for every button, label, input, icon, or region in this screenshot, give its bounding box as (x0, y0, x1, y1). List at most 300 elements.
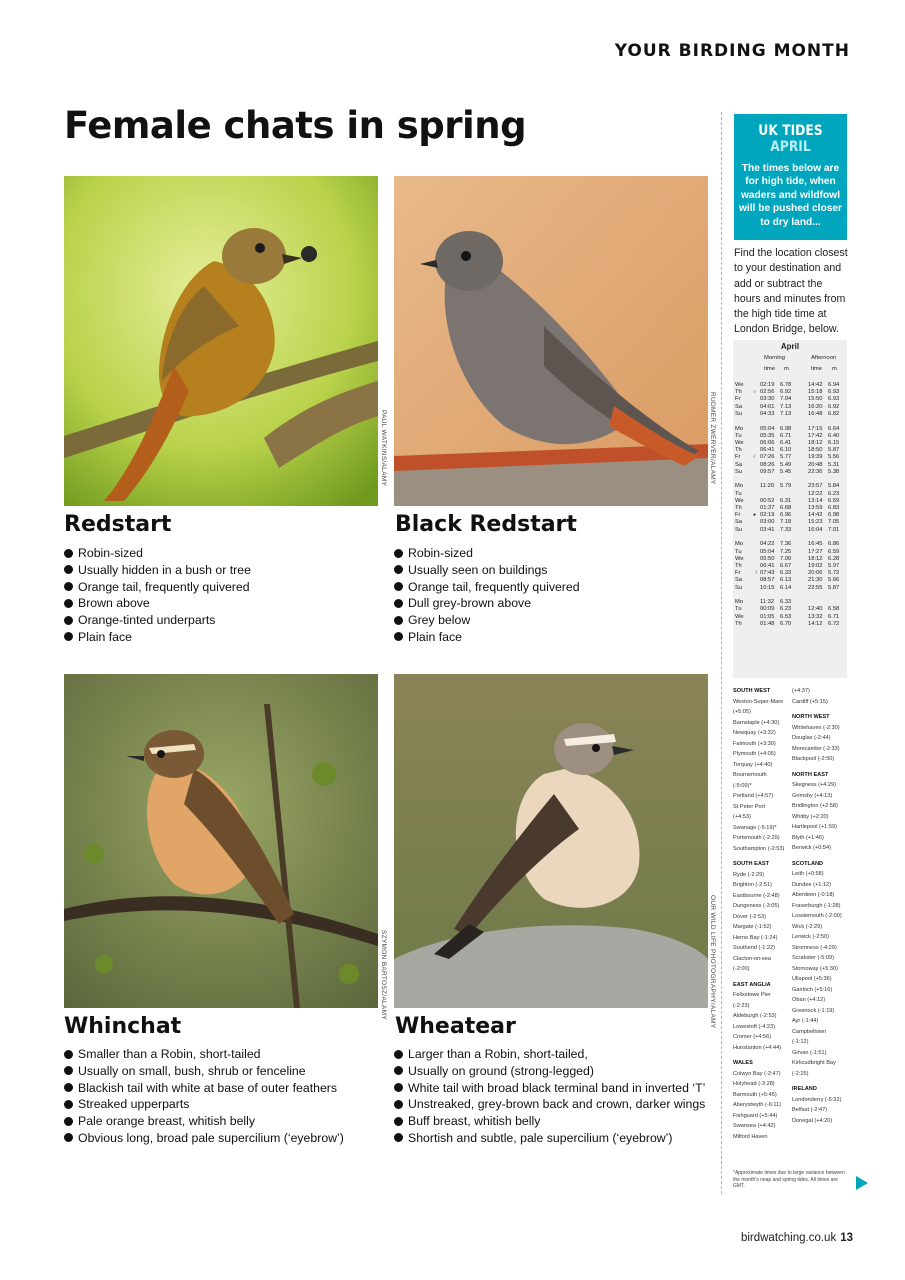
fact-item: White tail with broad black terminal band in inverted ‘T’ (394, 1080, 705, 1097)
tide-afternoon-time: 22:36 (808, 468, 823, 475)
tide-row (733, 556, 847, 563)
tide-afternoon-height: 5.72 (828, 570, 840, 577)
tide-afternoon-height: 6.58 (828, 606, 840, 613)
fact-item: Unstreaked, grey-brown back and crown, darker wings (394, 1096, 705, 1113)
region-heading: NORTH EAST (792, 771, 829, 778)
tide-morning-height: 6.53 (780, 613, 792, 620)
location-item: Brighton (-2:51) (733, 882, 772, 888)
fact-item: Orange tail, frequently quivered (394, 579, 580, 596)
photo-credit: OUR WILD LIFE PHOTOGRAPHY/ALAMY (709, 895, 716, 1029)
tide-day: Sa (735, 461, 743, 468)
black-redstart-photo (394, 176, 708, 506)
location-item: Swansea (+4:42) (733, 1123, 776, 1129)
location-item: Ryde (-2:29) (733, 871, 765, 878)
tide-table-title: April (780, 342, 800, 351)
tide-row (733, 621, 847, 628)
location-item: Whitehaven (-2:30) (792, 724, 840, 731)
location-item: Plymouth (+4:05) (733, 751, 776, 757)
tide-afternoon-height: 5.38 (828, 468, 840, 475)
tide-afternoon-height: 6.83 (828, 505, 840, 511)
tide-afternoon-time: 13:32 (808, 613, 823, 620)
fact-item: Shortish and subtle, pale supercilium (‘eyebrow’) (394, 1130, 705, 1147)
location-item: Southampton (-2:53) (733, 845, 785, 852)
tides-title: UK TIDES (758, 123, 823, 139)
tide-row (733, 382, 847, 389)
location-item: Aldeburgh (-2:53) (733, 1013, 777, 1019)
whinchat-photo (64, 674, 378, 1008)
location-item: (+4:37) (792, 688, 810, 694)
location-item: (-5:09)* (733, 782, 752, 789)
tide-morning-time: 01:05 (760, 613, 775, 620)
tide-row (733, 469, 847, 476)
tide-row (733, 462, 847, 469)
location-item: Southend (-1:22) (733, 945, 775, 951)
location-item: Eastbourne (-2:48) (733, 892, 780, 899)
tide-morning-height: 6.67 (780, 562, 792, 569)
tide-morning-height: 7.13 (780, 403, 792, 410)
location-item: Milford Haven (733, 1133, 768, 1140)
tide-afternoon-time: 13:14 (808, 497, 823, 504)
moon-phase-icon: ☽ (753, 570, 758, 577)
tide-afternoon-time: 15:23 (808, 519, 823, 526)
tide-day: Fr (735, 512, 741, 519)
tide-afternoon-height: 7.01 (828, 526, 840, 533)
tide-afternoon-height: 6.98 (828, 512, 840, 519)
location-item: Greenock (-1:19) (792, 1007, 835, 1014)
tide-day: Tu (735, 432, 742, 439)
region-heading: IRELAND (792, 1086, 817, 1092)
fact-item: Usually on small, bush, shrub or fenceline (64, 1063, 344, 1080)
location-item: Blackpool (-2:50) (792, 756, 835, 762)
morning-label: Morning (764, 355, 785, 361)
tide-morning-time: 02:56 (760, 389, 775, 396)
tide-afternoon-time: 16:04 (808, 526, 823, 533)
location-item: Douglas (-2:44) (792, 735, 831, 741)
tide-row (733, 614, 847, 621)
location-item: Wick (-2:29) (792, 923, 823, 930)
tide-morning-height: 5.77 (780, 454, 792, 461)
tide-day: Fr (735, 454, 741, 461)
location-item: Lowestoft (-4:23) (733, 1023, 775, 1030)
tide-morning-time: 11:32 (760, 599, 775, 606)
moon-phase-icon: ☾ (753, 454, 758, 461)
tide-day: Su (735, 526, 743, 533)
tide-morning-height: 6.14 (780, 584, 792, 591)
tide-afternoon-height: 6.94 (828, 382, 840, 388)
tide-row (733, 505, 847, 512)
tide-morning-height: 5.45 (780, 468, 792, 475)
location-item: Belfast (-2:47) (792, 1107, 828, 1113)
location-item: Donegal (+4:20) (792, 1117, 833, 1124)
tide-morning-time: 09:57 (760, 468, 775, 475)
tide-afternoon-time: 23:57 (808, 483, 823, 490)
tide-row (733, 577, 847, 584)
tide-day: Tu (735, 548, 742, 555)
tide-afternoon-time: 17:42 (808, 432, 823, 439)
tide-morning-height: 6.41 (780, 439, 792, 446)
location-item: Skegness (+4:29) (792, 782, 836, 788)
tide-row (733, 396, 847, 403)
tide-day: Fr (735, 396, 741, 403)
tide-afternoon-time: 18:12 (808, 555, 823, 562)
location-item: Grimsby (+4:13) (792, 792, 833, 799)
tide-morning-height: 6.96 (780, 512, 792, 519)
location-item: Londonderry (-5:32) (792, 1096, 842, 1103)
time-label: time (811, 366, 822, 372)
tide-morning-time: 00:52 (760, 497, 775, 504)
tide-morning-time: 05:50 (760, 555, 775, 562)
tide-afternoon-height: 6.71 (828, 613, 840, 620)
tide-morning-time: 04:22 (760, 541, 775, 548)
page-title: Female chats in spring (64, 104, 527, 147)
tide-afternoon-height: 5.56 (828, 454, 840, 461)
m-label: m (832, 366, 837, 372)
region-heading: WALES (733, 1060, 753, 1066)
location-item: Newquay (+3:32) (733, 730, 776, 736)
tide-day: Th (735, 447, 742, 454)
tide-morning-time: 05:04 (760, 548, 775, 555)
location-item: Colwyn Bay (-2:47) (733, 1070, 781, 1077)
tide-afternoon-time: 21:30 (808, 577, 823, 584)
tide-afternoon-time: 16:48 (808, 410, 823, 417)
tide-row (733, 433, 847, 440)
tide-morning-time: 07:43 (760, 570, 775, 577)
tide-row (733, 541, 847, 548)
facts-redstart (64, 545, 251, 646)
tide-day: Sa (735, 577, 743, 584)
tide-afternoon-height: 6.23 (828, 490, 840, 497)
location-item: Stornoway (+5:30) (792, 965, 838, 972)
tide-morning-height: 6.98 (780, 425, 792, 432)
tide-morning-time: 03:41 (760, 526, 775, 533)
fact-item: Pale orange breast, whitish belly (64, 1113, 344, 1130)
location-item: Margate (-1:52) (733, 924, 772, 930)
fact-item: Plain face (64, 629, 251, 646)
tide-morning-height: 6.92 (780, 389, 792, 396)
fact-item: Robin-sized (394, 545, 580, 562)
tide-day: We (735, 497, 744, 504)
tide-morning-height: 6.68 (780, 505, 792, 511)
tide-day: Sa (735, 519, 743, 526)
photo-credit: SZYMON BARTOSZ/ALAMY (380, 930, 387, 1020)
tide-morning-height: 6.31 (780, 497, 792, 504)
locations-left (733, 686, 795, 1142)
page-footer (741, 1232, 853, 1244)
tide-day: We (735, 382, 744, 388)
location-item: (+5:05) (733, 709, 751, 715)
sidebar-divider (721, 112, 722, 1194)
section-label: YOUR BIRDING MONTH (614, 41, 850, 61)
location-item: Torquay (+4:40) (733, 761, 773, 768)
tide-morning-height: 7.25 (780, 548, 792, 555)
location-item: Leith (+0:58) (792, 871, 824, 877)
tide-morning-height: 7.00 (780, 555, 792, 562)
tide-afternoon-height: 6.59 (828, 548, 840, 555)
tide-afternoon-time: 17:15 (808, 425, 823, 432)
bird-name-black-redstart: Black Redstart (395, 512, 577, 537)
tide-row (733, 563, 847, 570)
tide-afternoon-time: 22:55 (808, 584, 823, 591)
tide-day: Th (735, 562, 742, 569)
tide-afternoon-height: 6.28 (828, 555, 840, 562)
tide-afternoon-time: 14:12 (808, 620, 823, 627)
tide-day: Tu (735, 606, 742, 613)
tide-afternoon-height: 5.66 (828, 577, 840, 584)
m-label: m (784, 366, 789, 372)
location-item: (-1:12) (792, 1039, 809, 1045)
facts-black-redstart (394, 545, 580, 646)
location-item: Cardiff (+5:15) (792, 698, 828, 705)
tides-footnote: *Approximate times due to large variance between the month's neap and spring tides. All times are GMT. (733, 1170, 845, 1189)
tide-afternoon-time: 16:20 (808, 403, 823, 410)
location-item: Clacton-on-sea (733, 955, 771, 962)
tide-day: Fr (735, 570, 741, 577)
location-item: Scrabster (-5:09) (792, 955, 834, 961)
location-item: Gairloch (+5:16) (792, 986, 833, 993)
tide-morning-time: 06:41 (760, 447, 775, 454)
tide-morning-time: 02:19 (760, 512, 775, 519)
tide-day: We (735, 613, 744, 620)
tide-afternoon-height: 5.31 (828, 461, 840, 468)
tide-day: Su (735, 584, 743, 591)
tide-afternoon-height: 6.59 (828, 497, 840, 504)
tide-afternoon-height: 6.93 (828, 396, 840, 403)
tide-day: Th (735, 620, 742, 627)
tide-row (733, 498, 847, 505)
tide-morning-time: 01:48 (760, 620, 775, 627)
tide-day: Su (735, 468, 743, 475)
tide-afternoon-time: 20:06 (808, 570, 823, 577)
tide-morning-time: 04:01 (760, 403, 775, 410)
tide-morning-height: 5.79 (780, 483, 792, 490)
tide-morning-time: 10:15 (760, 584, 775, 591)
tide-row (733, 549, 847, 556)
tide-morning-time: 05:04 (760, 425, 775, 432)
facts-wheatear (394, 1046, 705, 1147)
location-item: Lerwick (-2:50) (792, 934, 829, 940)
tide-afternoon-time: 18:12 (808, 439, 823, 446)
locations-right (792, 686, 854, 1126)
bird-name-whinchat: Whinchat (64, 1014, 182, 1039)
location-item: Girvan (-1:51) (792, 1049, 827, 1056)
fact-item: Plain face (394, 629, 580, 646)
region-heading: EAST ANGLIA (733, 981, 771, 988)
fact-item: Obvious long, broad pale supercilium (‘eyebrow’) (64, 1130, 344, 1147)
tide-afternoon-time: 12:22 (808, 490, 823, 497)
tide-morning-time: 11:20 (760, 483, 775, 490)
tide-afternoon-height: 5.84 (828, 483, 840, 490)
site-url: birdwatching.co.uk (740, 1232, 837, 1244)
tide-afternoon-height: 5.87 (828, 584, 840, 591)
photo-credit: RUDMER ZWERVER/ALAMY (709, 392, 716, 485)
location-item: Holyhead (-3:28) (733, 1081, 775, 1087)
next-arrow-icon (856, 1176, 868, 1190)
fact-item: Usually seen on buildings (394, 562, 580, 579)
location-item: Hartlepool (+1:59) (792, 824, 837, 830)
moon-phase-icon: ○ (753, 389, 757, 396)
tide-afternoon-time: 16:45 (808, 541, 823, 548)
tide-afternoon-time: 18:50 (808, 447, 823, 454)
fact-item: Usually on ground (strong-legged) (394, 1063, 705, 1080)
fact-item: Orange tail, frequently quivered (64, 579, 251, 596)
fact-item: Robin-sized (64, 545, 251, 562)
fact-item: Orange-tinted underparts (64, 612, 251, 629)
fact-item: Smaller than a Robin, short-tailed (64, 1046, 344, 1063)
location-item: Aberystwyth (-6:11) (733, 1102, 782, 1108)
tide-row (733, 426, 847, 433)
tide-row (733, 527, 847, 534)
fact-item: Usually hidden in a bush or tree (64, 562, 251, 579)
tide-afternoon-time: 17:27 (808, 548, 823, 555)
tide-afternoon-time: 14:42 (808, 382, 823, 388)
fact-item: Dull grey-brown above (394, 595, 580, 612)
tide-morning-height: 7.13 (780, 410, 792, 417)
tide-afternoon-height: 5.97 (828, 562, 840, 569)
tide-afternoon-height: 6.40 (828, 432, 840, 439)
tide-afternoon-height: 6.82 (828, 410, 840, 417)
tide-day: Su (735, 410, 743, 417)
tide-row (733, 606, 847, 613)
tide-morning-time: 07:26 (760, 454, 775, 461)
facts-whinchat (64, 1046, 344, 1147)
tide-day: Th (735, 505, 742, 511)
location-item: Dover (-2:53) (733, 913, 766, 920)
tide-morning-time: 02:19 (760, 382, 775, 388)
tide-day: We (735, 555, 744, 562)
tide-row (733, 404, 847, 411)
tide-afternoon-time: 13:59 (808, 505, 823, 511)
tide-row (733, 411, 847, 418)
location-item: Dundee (+1:12) (792, 881, 832, 888)
location-item: Ayr (-1:44) (792, 1018, 819, 1024)
location-item: Bournemouth (733, 772, 767, 778)
location-item: Fraserburgh (-1:28) (792, 902, 841, 909)
tide-row (733, 491, 847, 498)
location-item: Aberdeen (-0:18) (792, 892, 835, 898)
tide-afternoon-height: 6.15 (828, 439, 840, 446)
tide-afternoon-height: 6.72 (828, 620, 840, 627)
tide-afternoon-time: 12:40 (808, 606, 823, 613)
tide-table (733, 340, 847, 678)
tides-subtitle: The times below are for high tide, when waders and wildfowl will be pushed closer to dry land... (738, 163, 843, 228)
tide-afternoon-height: 5.87 (828, 447, 840, 454)
bird-name-redstart: Redstart (64, 512, 172, 537)
tide-morning-height: 6.70 (780, 620, 792, 627)
tide-row (733, 454, 847, 461)
tide-row (733, 483, 847, 490)
tide-afternoon-height: 6.86 (828, 541, 840, 548)
location-item: (-2:23) (733, 1002, 750, 1009)
tide-morning-time: 01:37 (760, 505, 775, 511)
tide-morning-time: 06:06 (760, 439, 775, 446)
tide-afternoon-height: 7.05 (828, 519, 840, 526)
region-heading: SOUTH WEST (733, 688, 771, 694)
afternoon-label: Afternoon (811, 355, 837, 361)
tide-day: Mo (735, 425, 744, 432)
region-heading: NORTH WEST (792, 714, 830, 720)
location-item: Berwick (+0:54) (792, 845, 832, 851)
tide-morning-height: 6.10 (780, 447, 792, 454)
tide-morning-height: 5.49 (780, 461, 792, 468)
tide-day: Tu (735, 490, 742, 497)
location-item: Oban (+4:12) (792, 997, 826, 1003)
tide-morning-time: 08:26 (760, 461, 775, 468)
tide-morning-time: 03:00 (760, 519, 775, 526)
tide-morning-time: 08:57 (760, 577, 775, 584)
location-item: Barmouth (+5:45) (733, 1091, 777, 1098)
tide-day: Sa (735, 403, 743, 410)
location-item: Portsmouth (-2:29) (733, 835, 780, 841)
location-item: (-2:00) (733, 966, 750, 972)
tide-morning-height: 7.36 (780, 541, 792, 548)
tide-day: Mo (735, 599, 744, 606)
tide-day: Mo (735, 483, 744, 490)
tide-row (733, 519, 847, 526)
tide-day: Mo (735, 541, 744, 548)
location-item: Cromer (+4:56) (733, 1034, 772, 1040)
location-item: (+4:53) (733, 814, 751, 820)
photo-credit: PAUL WATKINS/ALAMY (380, 410, 387, 487)
tide-afternoon-height: 6.93 (828, 389, 840, 396)
page-number: 13 (840, 1232, 853, 1244)
fact-item: Streaked upperparts (64, 1096, 344, 1113)
tide-morning-height: 7.04 (780, 396, 792, 403)
tide-row (733, 389, 847, 396)
tide-afternoon-height: 6.92 (828, 403, 840, 410)
location-item: (-2:25) (792, 1070, 809, 1077)
tide-morning-time: 04:33 (760, 410, 775, 417)
location-item: Blyth (+1:46) (792, 834, 824, 841)
wheatear-photo (394, 674, 708, 1008)
tide-row (733, 585, 847, 592)
tide-morning-height: 6.33 (780, 570, 792, 577)
bird-name-wheatear: Wheatear (395, 1014, 516, 1039)
location-item: Weston-Super-Mare (733, 698, 784, 705)
tide-morning-height: 6.78 (780, 382, 792, 388)
location-item: Ullapool (+5:36) (792, 976, 832, 982)
time-label: time (764, 366, 775, 372)
tide-morning-time: 06:41 (760, 562, 775, 569)
location-item: Fishguard (+5:44) (733, 1112, 778, 1119)
location-item: Lossiemouth (-2:00) (792, 913, 842, 919)
fact-item: Buff breast, whitish belly (394, 1113, 705, 1130)
tide-morning-height: 7.33 (780, 526, 792, 533)
location-item: Whitby (+2:20) (792, 813, 829, 820)
tides-intro: Find the location closest to your destination and add or subtract the hours and minutes from the high tide time at London Bridge, below. (734, 247, 848, 336)
location-item: Swanage (-5:19)* (733, 824, 777, 831)
moon-phase-icon: ● (753, 512, 757, 519)
tides-header-box (734, 114, 847, 240)
tide-row (733, 570, 847, 577)
tide-row (733, 440, 847, 447)
tide-day: Th (735, 389, 742, 396)
location-item: Portland (+4:57) (733, 793, 774, 799)
fact-item: Brown above (64, 595, 251, 612)
location-item: Campbeltown (792, 1028, 827, 1035)
location-item: Morecambe (-2:33) (792, 745, 840, 752)
tide-morning-height: 7.18 (780, 519, 792, 526)
tide-row (733, 447, 847, 454)
region-heading: SCOTLAND (792, 860, 824, 867)
location-item: Stromness (-4:29) (792, 944, 837, 951)
tide-morning-time: 00:09 (760, 606, 775, 613)
tide-morning-height: 6.71 (780, 432, 792, 439)
tide-morning-height: 6.33 (780, 599, 792, 606)
location-item: Herne Bay (-1:24) (733, 934, 778, 941)
location-item: Barnstaple (+4:30) (733, 719, 780, 726)
location-item: Felixstowe Pier (733, 992, 771, 998)
tide-afternoon-time: 14:42 (808, 512, 823, 519)
